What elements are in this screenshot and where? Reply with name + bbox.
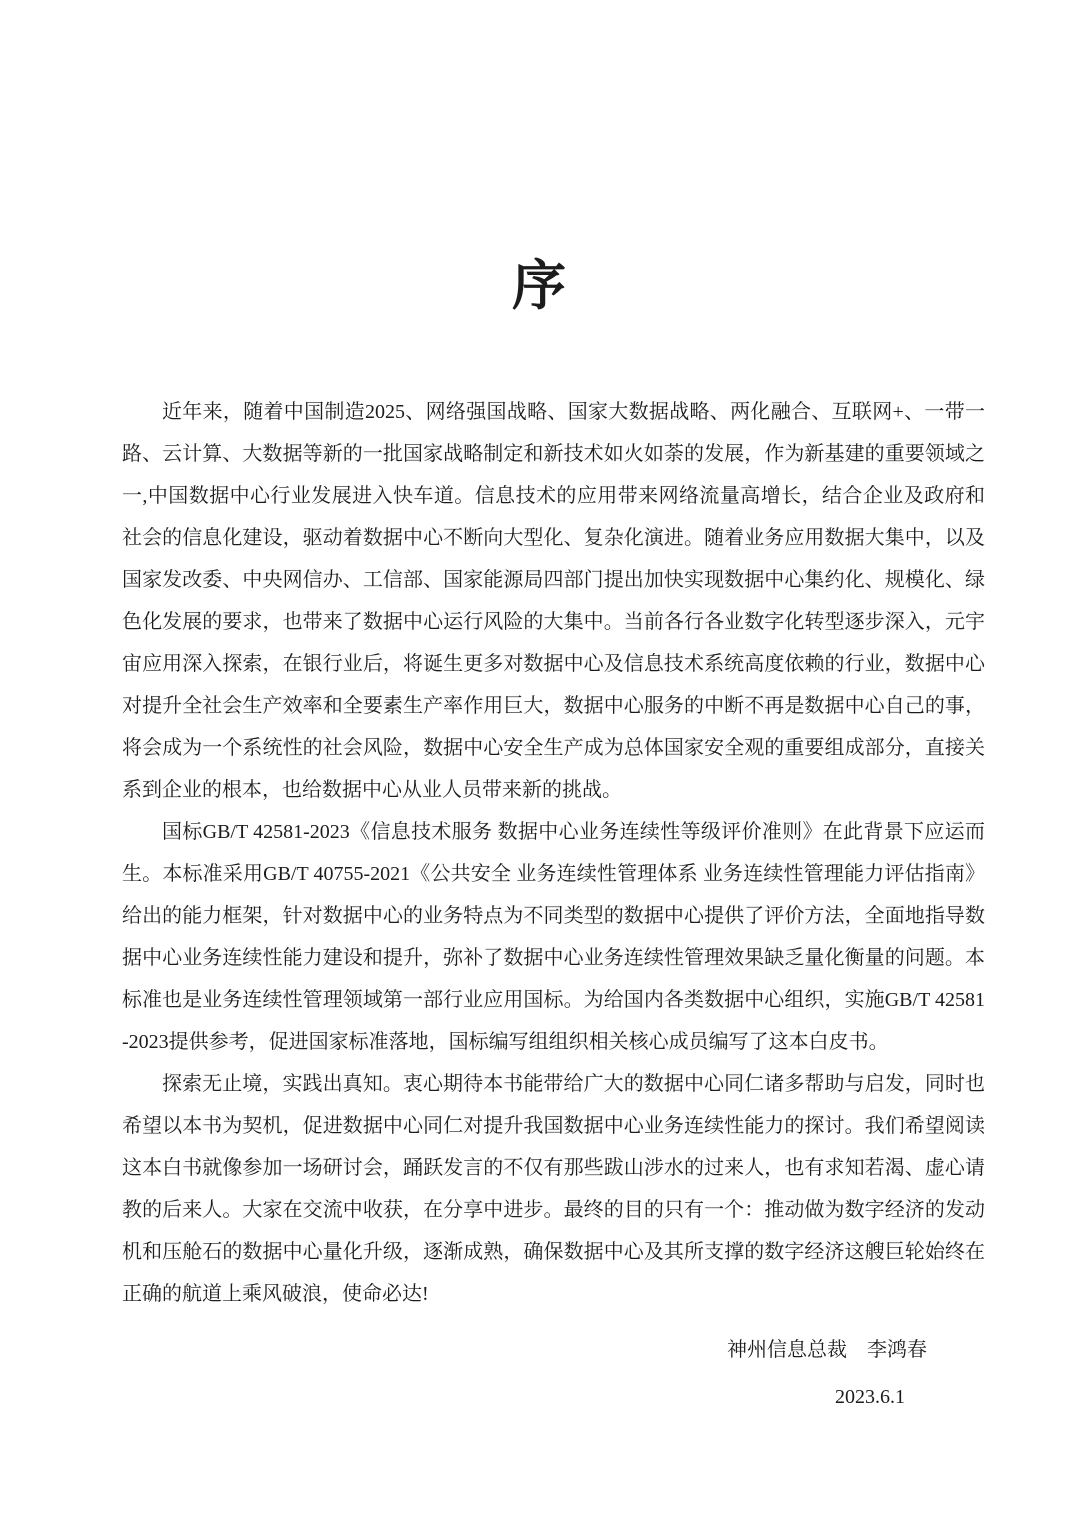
signature-block: [122, 1329, 985, 1418]
preface-body: [122, 391, 985, 1418]
signature-date: 2023.6.1: [835, 1386, 905, 1408]
preface-paragraph-3: 探索无止境，实践出真知。衷心期待本书能带给广大的数据中心同仁诸多帮助与启发，同时也希望以本书为契机，促进数据中心同仁对提升我国数据中心业务连续性能力的探讨。我们希望阅读这本白书就像参加一场研讨会，踊跃发言的不仅有那些跋山涉水的过来人，也有求知若渴、虚心请教的后来人。大家在交流中收获，在分享中进步。最终的目的只有一个：推动做为数字经济的发动机和压舱石的数据中心量化升级，逐渐成熟，确保数据中心及其所支撑的数字经济这艘巨轮始终在正确的航道上乘风破浪，使命必达!: [122, 1073, 985, 1305]
preface-paragraph-2: 国标GB/T 42581-2023《信息技术服务 数据中心业务连续性等级评价准则》在此背景下应运而生。本标准采用GB/T 40755-2021《公共安全 业务连续性管理体系 业务连续性管理能力评估指南》给出的能力框架，针对数据中心的业务特点为不同类型的数据中心提供了评价方法，全面地指导数据中心业务连续性能力建设和提升，弥补了数据中心业务连续性管理效果缺乏量化衡量的问题。本标准也是业务连续性管理领域第一部行业应用国标。为给国内各类数据中心组织，实施GB/T 42581-2023提供参考，促进国家标准落地，国标编写组组织相关核心成员编写了这本白皮书。: [122, 821, 985, 1053]
signature-name: 神州信息总裁 李鸿春: [727, 1339, 927, 1361]
page-title: 序: [512, 256, 568, 316]
preface-paragraph-1: 近年来，随着中国制造2025、网络强国战略、国家大数据战略、两化融合、互联网+、一带一路、云计算、大数据等新的一批国家战略制定和新技术如火如荼的发展，作为新基建的重要领域之一,中国数据中心行业发展进入快车道。信息技术的应用带来网络流量高增长，结合企业及政府和社会的信息化建设，驱动着数据中心不断向大型化、复杂化演进。随着业务应用数据大集中，以及国家发改委、中央网信办、工信部、国家能源局四部门提出加快实现数据中心集约化、规模化、绿色化发展的要求，也带来了数据中心运行风险的大集中。当前各行各业数字化转型逐步深入，元宇宙应用深入探索，在银行业后，将诞生更多对数据中心及信息技术系统高度依赖的行业，数据中心对提升全社会生产效率和全要素生产率作用巨大，数据中心服务的中断不再是数据中心自己的事，将会成为一个系统性的社会风险，数据中心安全生产成为总体国家安全观的重要组成部分，直接关系到企业的根本，也给数据中心从业人员带来新的挑战。: [122, 401, 985, 801]
